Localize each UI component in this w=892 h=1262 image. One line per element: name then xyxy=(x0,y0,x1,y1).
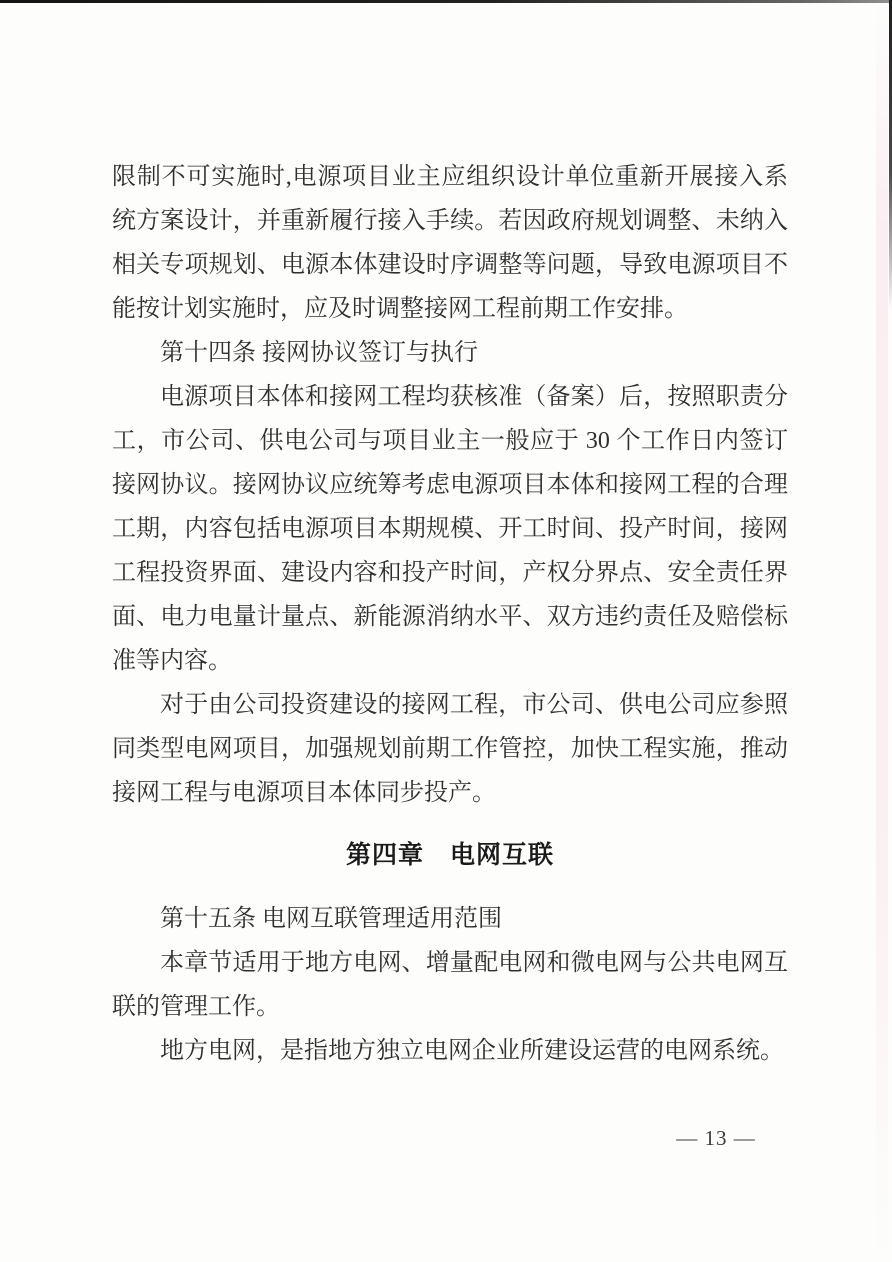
body-line: 准等内容。 xyxy=(112,648,232,674)
body-line: 工程投资界面、建设内容和投产时间，产权分界点、安全责任界 xyxy=(112,560,788,586)
body-line: 接网协议。接网协议应统筹考虑电源项目本体和接网工程的合理 xyxy=(112,472,788,498)
body-line: 工期，内容包括电源项目本期规模、开工时间、投产时间，接网 xyxy=(112,516,788,542)
article-title-line: 第十四条 接网协议签订与执行 xyxy=(160,340,478,366)
body-line: 联的管理工作。 xyxy=(112,994,280,1020)
body-line: 接网工程与电源项目本体同步投产。 xyxy=(112,780,496,806)
document-body xyxy=(112,155,788,1073)
article-title-line: 第十五条 电网互联管理适用范围 xyxy=(160,906,502,932)
body-line: 能按计划实施时，应及时调整接网工程前期工作安排。 xyxy=(112,296,688,322)
scan-tint-band xyxy=(876,0,888,1262)
page-number: — 13 — xyxy=(676,1126,756,1150)
body-line: 统方案设计，并重新履行接入手续。若因政府规划调整、未纳入 xyxy=(112,208,788,234)
body-line: 限制不可实施时,电源项目业主应组织设计单位重新开展接入系 xyxy=(112,164,788,190)
body-line: 电源项目本体和接网工程均获核准（备案）后，按照职责分 xyxy=(160,384,788,410)
body-line: 地方电网，是指地方独立电网企业所建设运营的电网系统。 xyxy=(160,1038,784,1064)
scan-artifact-top-edge xyxy=(0,0,892,3)
body-line: 相关专项规划、电源本体建设时序调整等问题，导致电源项目不 xyxy=(112,252,788,278)
body-line: 同类型电网项目，加强规划前期工作管控，加快工程实施，推动 xyxy=(112,736,788,762)
body-line: 面、电力电量计量点、新能源消纳水平、双方违约责任及赔偿标 xyxy=(112,604,788,630)
chapter-heading: 第四章 电网互联 xyxy=(345,841,554,869)
body-line: 本章节适用于地方电网、增量配电网和微电网与公共电网互 xyxy=(160,950,788,976)
body-line: 对于由公司投资建设的接网工程，市公司、供电公司应参照 xyxy=(160,692,788,718)
body-line: 工，市公司、供电公司与项目业主一般应于 30 个工作日内签订 xyxy=(112,428,788,454)
